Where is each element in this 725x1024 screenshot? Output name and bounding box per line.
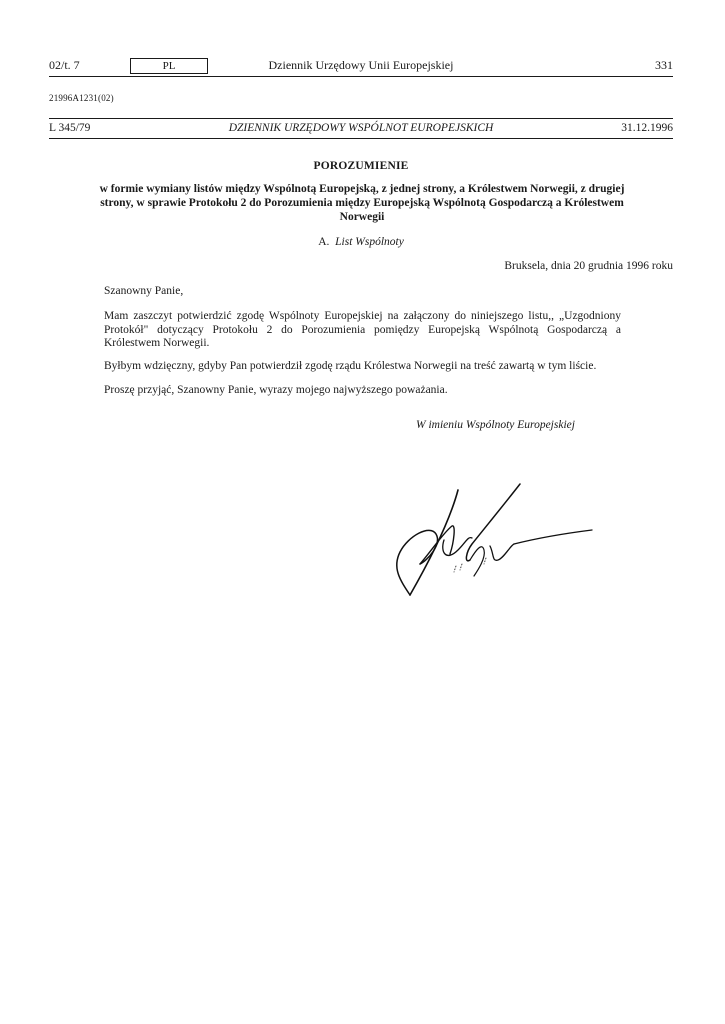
paragraph: Mam zaszczyt potwierdzić zgodę Wspólnoty Europejskiej na załączony do niniejszego listu,, „Uzgodniony Protokół" dotyczący Protokołu 2 do Porozumienia pomiędzy Europejską Wspólnotą Gospodarczą a Królestwem Norwegii.	[104, 310, 621, 349]
handwritten-signature	[370, 480, 600, 610]
on-behalf-line: W imieniu Wspólnoty Europejskiej	[416, 419, 575, 431]
section-number: A.	[318, 236, 330, 248]
oj-date: 31.12.1996	[621, 122, 673, 134]
paragraph: Proszę przyjąć, Szanowny Panie, wyrazy mojego najwyższego poważania.	[104, 384, 448, 396]
volume-label: 02/t. 7	[49, 58, 80, 72]
section-heading	[49, 236, 673, 248]
document-subtitle: w formie wymiany listów między Wspólnotą Europejską, z jednej strony, a Królestwem Norwegii, z drugiej strony, w sprawie Protokołu 2 do Porozumienia między Europejską Wspólnotą Gospodarczą a Królestwem Norwegii	[99, 183, 625, 223]
header-rule	[49, 76, 673, 77]
journal-title: Dziennik Urzędowy Unii Europejskiej	[268, 58, 454, 72]
salutation: Szanowny Panie,	[104, 285, 184, 297]
paragraph: Byłbym wdzięczny, gdyby Pan potwierdził zgodę rządu Królestwa Norwegii na treść zawartą w tym liście.	[104, 360, 597, 372]
celex-number: 21996A1231(02)	[49, 93, 114, 103]
running-header	[49, 58, 673, 76]
oj-reference: L 345/79	[49, 122, 91, 134]
page-number: 331	[655, 58, 673, 72]
document-title: POROZUMIENIE	[313, 160, 409, 172]
place-date: Bruksela, dnia 20 grudnia 1996 roku	[504, 260, 673, 272]
language-box: PL	[130, 58, 208, 74]
oj-top-rule	[49, 118, 673, 119]
oj-bottom-rule	[49, 138, 673, 139]
oj-header	[49, 122, 673, 138]
oj-title: DZIENNIK URZĘDOWY WSPÓLNOT EUROPEJSKICH	[228, 122, 494, 134]
section-name: List Wspólnoty	[335, 236, 404, 248]
